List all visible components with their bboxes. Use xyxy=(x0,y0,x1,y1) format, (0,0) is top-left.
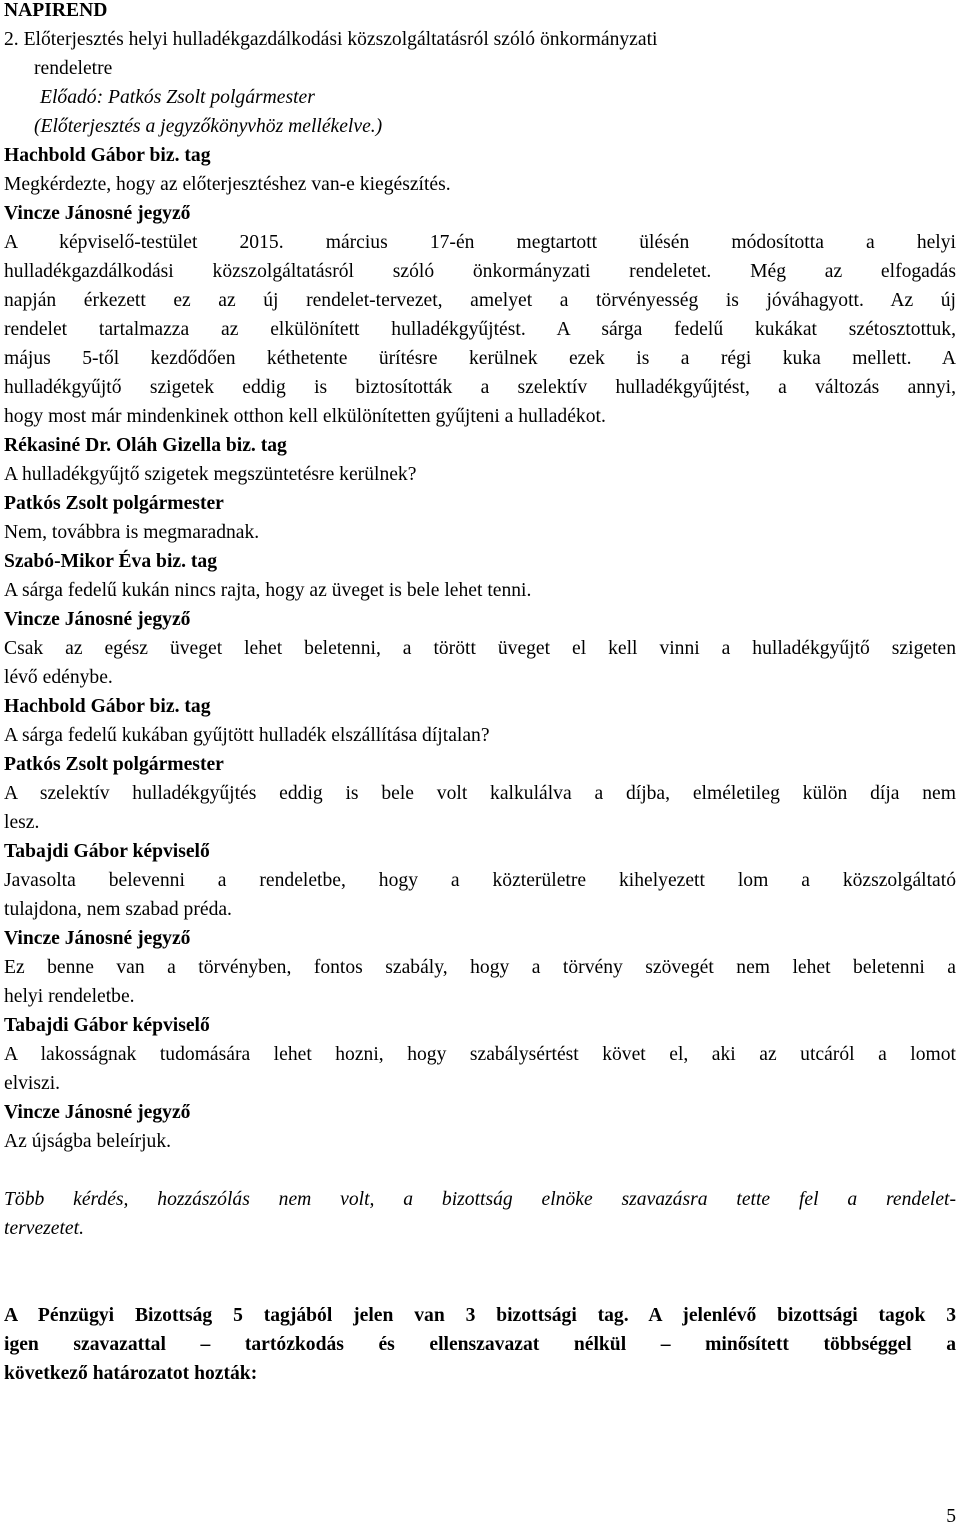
resolution-intro-line: A Pénzügyi Bizottság 5 tagjából jelen van 3 bizottsági tag. A jelenlévő bizottsági tagok 3 xyxy=(4,1305,956,1326)
speech-line: A sárga fedelű kukán nincs rajta, hogy az üveget is bele lehet tenni. xyxy=(4,580,532,601)
speech-line: A hulladékgyűjtő szigetek megszüntetésre kerülnek? xyxy=(4,464,417,485)
dialogue-entry xyxy=(4,924,956,1011)
closing-note-line: tervezetet. xyxy=(4,1218,84,1239)
dialogue-entry xyxy=(4,837,956,924)
speaker-name: Hachbold Gábor biz. tag xyxy=(4,696,211,717)
closing-note-line: Több kérdés, hozzászólás nem volt, a bizottság elnöke szavazásra tette fel a rendelet- xyxy=(4,1189,956,1210)
speech-line: A szelektív hulladékgyűjtés eddig is bele volt kalkulálva a díjba, elméletileg külön díja nem xyxy=(4,783,956,804)
speech-line: lévő edénybe. xyxy=(4,667,113,688)
speech-line: Nem, továbbra is megmaradnak. xyxy=(4,522,260,543)
speech-line: lesz. xyxy=(4,812,40,833)
speaker-name: Rékasiné Dr. Oláh Gizella biz. tag xyxy=(4,435,287,456)
speaker-name: Tabajdi Gábor képviselő xyxy=(4,1015,210,1036)
agenda-presenter: Előadó: Patkós Zsolt polgármester xyxy=(40,87,315,108)
dialogue-entry xyxy=(4,431,956,489)
speech-line: Csak az egész üveget lehet beletenni, a törött üveget el kell vinni a hulladékgyűjtő szigeten xyxy=(4,638,956,659)
dialogue-entry xyxy=(4,141,956,199)
speaker-name: Tabajdi Gábor képviselő xyxy=(4,841,210,862)
speaker-name: Vincze Jánosné jegyző xyxy=(4,203,191,224)
dialogue-entry xyxy=(4,605,956,692)
speech-line: Az újságba beleírjuk. xyxy=(4,1131,172,1152)
dialogue-entry xyxy=(4,692,956,750)
speech-line: elviszi. xyxy=(4,1073,61,1094)
dialogue-entry xyxy=(4,750,956,837)
speech-line: rendelet tartalmazza az elkülönített hulladékgyűjtést. A sárga fedelű kukákat szétosztottuk, xyxy=(4,319,956,340)
speaker-name: Vincze Jánosné jegyző xyxy=(4,928,191,949)
speech-line: május 5-től kezdődően kéthetente ürítésre kerülnek ezek is a régi kuka mellett. A xyxy=(4,348,956,369)
agenda-attachment-note: (Előterjesztés a jegyzőkönyvhöz mellékelve.) xyxy=(34,116,383,137)
speaker-name: Szabó-Mikor Éva biz. tag xyxy=(4,551,217,572)
speaker-name: Hachbold Gábor biz. tag xyxy=(4,145,211,166)
dialogue-entry xyxy=(4,547,956,605)
speech-line: Ez benne van a törvényben, fontos szabály, hogy a törvény szövegét nem lehet beletenni a xyxy=(4,957,956,978)
speech-line: Javasolta belevenni a rendeletbe, hogy a közterületre kihelyezett lom a közszolgáltató xyxy=(4,870,956,891)
speech-line: hulladékgyűjtő szigetek eddig is biztosították a szelektív hulladékgyűjtést, a változás annyi, xyxy=(4,377,956,398)
dialogue-section xyxy=(4,141,956,1156)
speech-line: A képviselő-testület 2015. március 17-én megtartott ülésén módosította a helyi xyxy=(4,232,956,253)
speaker-name: Patkós Zsolt polgármester xyxy=(4,754,224,775)
speech-line: A lakosságnak tudomására lehet hozni, hogy szabálysértést követ el, aki az utcáról a lomot xyxy=(4,1044,956,1065)
speech-line: Megkérdezte, hogy az előterjesztéshez van-e kiegészítés. xyxy=(4,174,451,195)
speaker-name: Vincze Jánosné jegyző xyxy=(4,609,191,630)
speech-line: tulajdona, nem szabad préda. xyxy=(4,899,232,920)
closing-note xyxy=(4,1185,956,1243)
speech-line: hulladékgazdálkodási közszolgáltatásról szóló önkormányzati rendeletet. Még az elfogadás xyxy=(4,261,956,282)
agenda-heading: NAPIREND xyxy=(4,0,108,21)
dialogue-entry xyxy=(4,1011,956,1098)
speaker-name: Patkós Zsolt polgármester xyxy=(4,493,224,514)
document-page xyxy=(4,0,956,1388)
speech-line: hogy most már mindenkinek otthon kell elkülönítetten gyűjteni a hulladékot. xyxy=(4,406,606,427)
speech-line: A sárga fedelű kukában gyűjtött hulladék elszállítása díjtalan? xyxy=(4,725,490,746)
speaker-name: Vincze Jánosné jegyző xyxy=(4,1102,191,1123)
dialogue-entry xyxy=(4,1098,956,1156)
speech-line: helyi rendeletbe. xyxy=(4,986,135,1007)
agenda-item-line-1: 2. Előterjesztés helyi hulladékgazdálkodási közszolgáltatásról szóló önkormányzati xyxy=(4,29,658,50)
resolution-intro-line: következő határozatot hozták: xyxy=(4,1363,258,1384)
speech-line: napján érkezett ez az új rendelet-tervezet, amelyet a törvényesség is jóváhagyott. Az új xyxy=(4,290,956,311)
dialogue-entry xyxy=(4,489,956,547)
resolution-intro xyxy=(4,1301,956,1388)
dialogue-entry xyxy=(4,199,956,431)
agenda-item-line-2: rendeletre xyxy=(34,58,113,79)
resolution-intro-line: igen szavazattal – tartózkodás és ellenszavazat nélkül – minősített többséggel a xyxy=(4,1334,956,1355)
page-number: 5 xyxy=(946,1506,956,1527)
